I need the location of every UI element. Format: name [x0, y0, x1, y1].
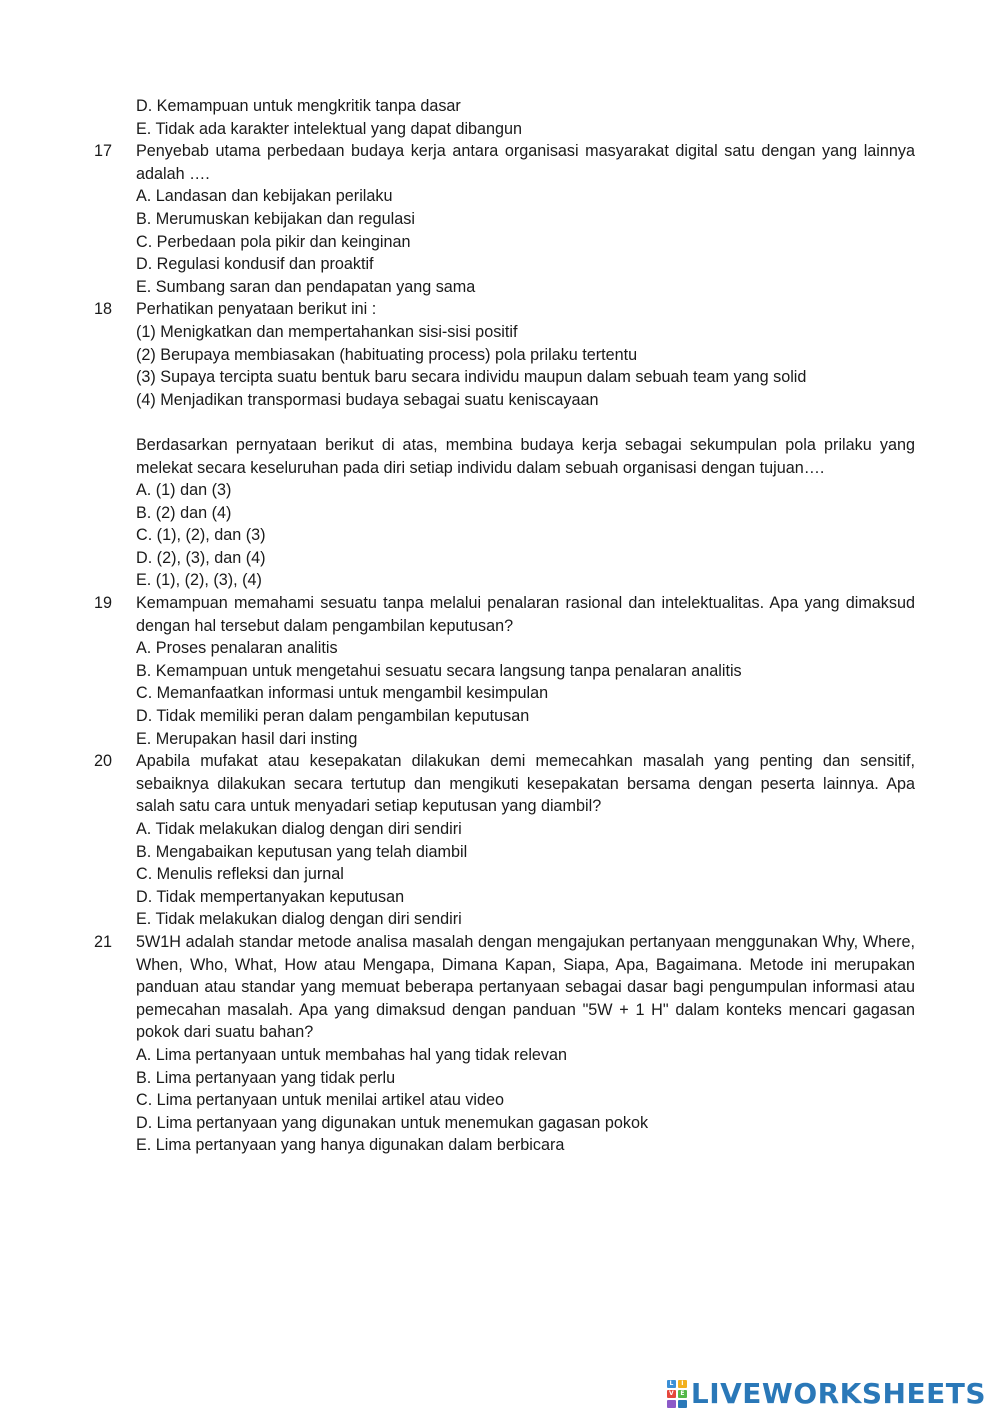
- liveworksheets-logo-text: LIVEWORKSHEETS: [690, 1376, 986, 1410]
- liveworksheets-logo[interactable]: [667, 1376, 986, 1410]
- statement-1: (1) Menigkatkan dan mempertahankan sisi-sisi positif: [136, 322, 518, 341]
- question-stem: Perhatikan penyataan berikut ini :: [136, 300, 377, 319]
- question-number: 18: [94, 300, 113, 319]
- option-c: C. (1), (2), dan (3): [136, 526, 266, 545]
- option-c: C. Lima pertanyaan untuk menilai artikel atau video: [136, 1091, 505, 1110]
- option-d: D. Kemampuan untuk mengkritik tanpa dasar: [136, 97, 461, 115]
- option-a: A. Proses penalaran analitis: [136, 639, 338, 658]
- option-a: A. Tidak melakukan dialog dengan diri sendiri: [136, 820, 462, 838]
- option-c: C. Perbedaan pola pikir dan keinginan: [136, 232, 411, 251]
- logo-tile-i: I: [678, 1380, 687, 1388]
- statement-2: (2) Berupaya membiasakan (habituating process) pola prilaku tertentu: [136, 345, 638, 364]
- question-16-continuation: [0, 95, 1000, 140]
- option-b: B. Mengabaikan keputusan yang telah diambil: [136, 842, 468, 861]
- option-b: B. Kemampuan untuk mengetahui sesuatu secara langsung tanpa penalaran analitis: [136, 661, 742, 680]
- question-stem: Apabila mufakat atau kesepakatan dilakukan demi memecahkan masalah yang penting dan sensitif, sebaiknya dilakukan secara tertutup dan mengikuti kesepakatan bersama dengan peserta lainnya. Apa salah satu cara untuk menyadari setiap keputusan yang diambil?: [136, 752, 915, 816]
- statement-4: (4) Menjadikan transpormasi budaya sebagai suatu keniscayaan: [136, 390, 599, 409]
- option-e: E. Sumbang saran dan pendapatan yang sama: [136, 277, 476, 296]
- logo-tile-5: [667, 1400, 676, 1408]
- statement-3: (3) Supaya tercipta suatu bentuk baru secara individu maupun dalam sebuah team yang solid: [136, 368, 807, 387]
- question-number: [0, 95, 136, 140]
- option-c: C. Memanfaatkan informasi untuk mengambil kesimpulan: [136, 684, 549, 703]
- option-d: D. Regulasi kondusif dan proaktif: [136, 255, 374, 274]
- question-options: [136, 95, 915, 140]
- option-c: C. Menulis refleksi dan jurnal: [136, 865, 344, 884]
- question-20: [0, 750, 1000, 931]
- logo-tile-e: E: [678, 1390, 687, 1398]
- question-number: 17: [94, 142, 113, 161]
- worksheet-page: [0, 95, 1000, 1157]
- blank-line: [136, 411, 915, 434]
- option-a: A. Lima pertanyaan untuk membahas hal yang tidak relevan: [136, 1045, 568, 1064]
- option-a: A. (1) dan (3): [136, 481, 232, 500]
- option-d: D. Tidak memiliki peran dalam pengambilan keputusan: [136, 707, 530, 726]
- logo-tile-l: L: [667, 1380, 676, 1388]
- option-d: D. Tidak mempertanyakan keputusan: [136, 887, 405, 906]
- question-19: [0, 592, 1000, 750]
- question-number: 20: [94, 752, 113, 771]
- question-prompt: Berdasarkan pernyataan berikut di atas, membina budaya kerja sebagai sekumpulan pola prilaku yang melekat secara keseluruhan pada diri setiap individu dalam sebuah organisasi dengan tujuan….: [136, 435, 915, 477]
- question-18: [0, 298, 1000, 592]
- option-d: D. Lima pertanyaan yang digunakan untuk menemukan gagasan pokok: [136, 1113, 649, 1132]
- option-e: E. (1), (2), (3), (4): [136, 571, 262, 590]
- option-e: E. Merupakan hasil dari insting: [136, 729, 358, 748]
- logo-tile-6: [678, 1400, 687, 1408]
- option-d: D. (2), (3), dan (4): [136, 548, 266, 567]
- liveworksheets-logo-icon: [667, 1380, 687, 1408]
- question-stem: Kemampuan memahami sesuatu tanpa melalui penalaran rasional dan intelektualitas. Apa yang dimaksud dengan hal tersebut dalam pengambilan keputusan?: [136, 594, 915, 635]
- question-number: 19: [94, 594, 113, 613]
- option-b: B. Lima pertanyaan yang tidak perlu: [136, 1068, 396, 1087]
- logo-tile-v: V: [667, 1390, 676, 1398]
- question-17: [0, 140, 1000, 298]
- option-b: B. Merumuskan kebijakan dan regulasi: [136, 209, 415, 228]
- option-e: E. Lima pertanyaan yang hanya digunakan dalam berbicara: [136, 1136, 565, 1155]
- question-21: [0, 931, 1000, 1157]
- option-e: E. Tidak melakukan dialog dengan diri sendiri: [136, 910, 462, 929]
- option-b: B. (2) dan (4): [136, 503, 232, 522]
- option-a: A. Landasan dan kebijakan perilaku: [136, 187, 393, 206]
- option-e: E. Tidak ada karakter intelektual yang dapat dibangun: [136, 119, 523, 138]
- question-number: 21: [94, 932, 113, 951]
- question-stem: 5W1H adalah standar metode analisa masalah dengan mengajukan pertanyaan menggunakan Why, Where, When, Who, What, How atau Mengapa, Dimana Kapan, Siapa, Apa, Bagaimana. Metode ini merupakan panduan atau standar yang memuat beberapa pertanyaan sebagai dasar bagi pengumpulan informasi atau pemecahan masalah. Apa yang dimaksud dengan panduan "5W + 1 H" dalam konteks mencari gagasan pokok dari suatu bahan?: [136, 932, 915, 1042]
- question-stem: Penyebab utama perbedaan budaya kerja antara organisasi masyarakat digital satu dengan yang lainnya adalah ….: [136, 142, 915, 183]
